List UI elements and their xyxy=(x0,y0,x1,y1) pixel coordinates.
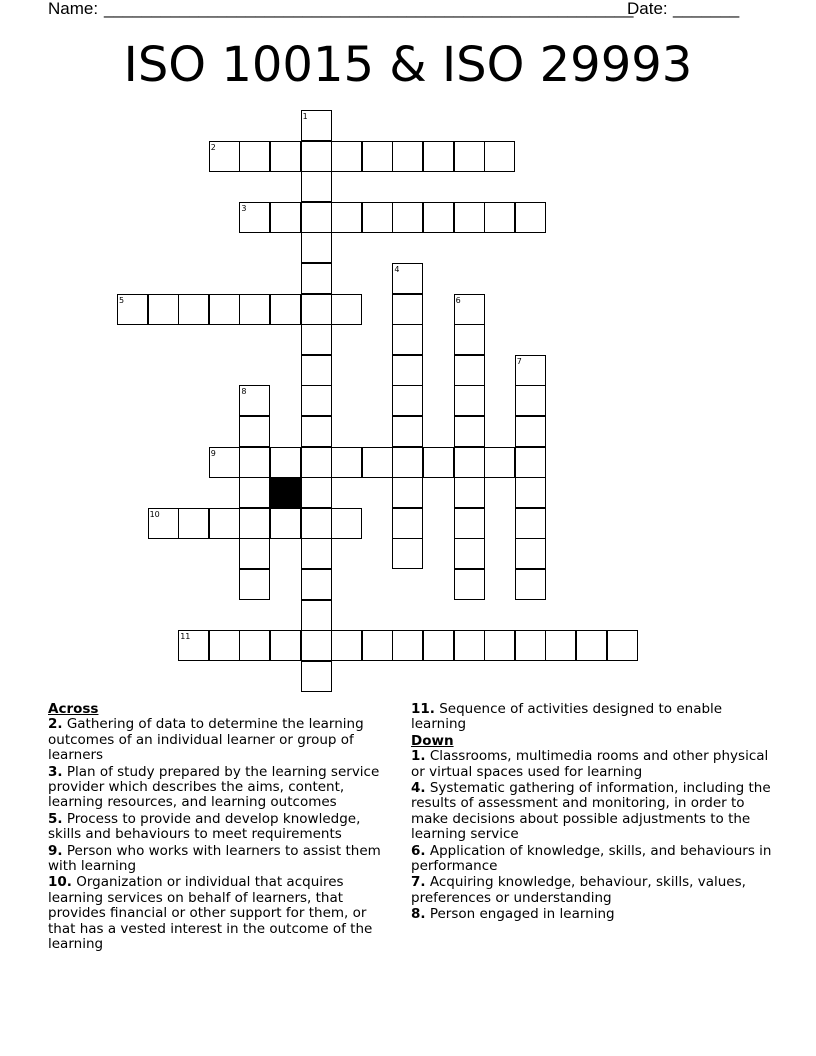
grid-cell[interactable] xyxy=(454,202,485,233)
grid-cell[interactable] xyxy=(239,141,270,172)
grid-cell[interactable] xyxy=(392,324,423,355)
grid-cell[interactable] xyxy=(423,202,454,233)
clue-number-label: 11 xyxy=(180,632,191,642)
grid-cell[interactable] xyxy=(423,141,454,172)
grid-cell[interactable] xyxy=(301,508,332,539)
grid-cell[interactable] xyxy=(301,355,332,386)
clue-number: 7. xyxy=(411,874,426,891)
grid-cell[interactable] xyxy=(392,630,423,661)
grid-cell[interactable] xyxy=(301,141,332,172)
grid-cell[interactable] xyxy=(392,385,423,416)
grid-cell[interactable] xyxy=(331,202,362,233)
clues-column-right xyxy=(411,702,773,924)
down-heading: Down xyxy=(411,732,454,749)
grid-cell[interactable] xyxy=(392,447,423,478)
grid-cell[interactable] xyxy=(301,447,332,478)
grid-cell[interactable] xyxy=(362,630,393,661)
grid-cell[interactable] xyxy=(301,569,332,600)
grid-cell[interactable] xyxy=(239,294,270,325)
grid-cell[interactable] xyxy=(515,538,546,569)
clue-text: Person who works with learners to assist them with learning xyxy=(48,842,381,875)
grid-cell[interactable] xyxy=(545,630,576,661)
grid-cell[interactable] xyxy=(423,630,454,661)
grid-cell[interactable] xyxy=(454,141,485,172)
page-title: ISO 10015 & ISO 29993 xyxy=(123,37,693,93)
grid-cell[interactable] xyxy=(392,508,423,539)
clue-number-label: 8 xyxy=(241,387,247,397)
clues-column-left xyxy=(48,702,396,954)
grid-cell[interactable] xyxy=(454,324,485,355)
grid-cell[interactable] xyxy=(484,141,515,172)
grid-cell[interactable] xyxy=(301,600,332,631)
clue-text: Process to provide and develop knowledge, skills and behaviours to meet requirements xyxy=(48,810,361,843)
clue-text: Classrooms, multimedia rooms and other physical or virtual spaces used for learning xyxy=(411,748,769,780)
across-heading: Across xyxy=(48,701,99,717)
grid-cell[interactable] xyxy=(515,508,546,539)
clue-text: Organization or individual that acquires learning services on behalf of learners, that provides financial or other support for them, or that has a vested interest in the outcome of the learning xyxy=(48,874,373,953)
grid-cell[interactable] xyxy=(239,416,270,447)
grid-cell[interactable] xyxy=(454,477,485,508)
clue-down-4 xyxy=(411,781,773,843)
grid-cell[interactable] xyxy=(301,661,332,692)
clue-text: Application of knowledge, skills, and behaviours in performance xyxy=(411,842,772,875)
grid-cell[interactable] xyxy=(270,141,301,172)
grid-cell[interactable] xyxy=(454,630,485,661)
clue-text: Person engaged in learning xyxy=(429,906,615,923)
grid-cell[interactable] xyxy=(576,630,607,661)
grid-cell[interactable] xyxy=(301,385,332,416)
clue-across-11 xyxy=(411,702,773,733)
grid-cell[interactable] xyxy=(392,416,423,447)
grid-cell[interactable] xyxy=(392,202,423,233)
grid-cell[interactable] xyxy=(515,416,546,447)
clue-number: 3. xyxy=(48,763,63,780)
grid-cell[interactable] xyxy=(454,447,485,478)
grid-cell[interactable] xyxy=(515,202,546,233)
grid-cell[interactable] xyxy=(209,630,240,661)
grid-cell[interactable] xyxy=(301,538,332,569)
grid-cell[interactable] xyxy=(392,294,423,325)
date-line[interactable]: _______ xyxy=(673,0,740,18)
grid-cell[interactable] xyxy=(454,355,485,386)
grid-cell[interactable] xyxy=(301,171,332,202)
clue-text: Systematic gathering of information, including the results of assessment and monitoring, in order to make decisions about possible adjustments to the learning service xyxy=(411,780,771,843)
clue-text: Sequence of activities designed to enable learning xyxy=(411,701,723,733)
grid-cell[interactable] xyxy=(301,232,332,263)
clue-number: 5. xyxy=(48,810,63,827)
name-line[interactable]: ________________________________________________________ xyxy=(104,0,634,18)
grid-cell[interactable] xyxy=(209,294,240,325)
grid-cell[interactable] xyxy=(423,447,454,478)
grid-cell[interactable] xyxy=(362,447,393,478)
grid-cell[interactable] xyxy=(239,447,270,478)
grid-cell[interactable] xyxy=(239,630,270,661)
clue-text: Acquiring knowledge, behaviour, skills, values, preferences or understanding xyxy=(411,874,746,906)
grid-cell[interactable] xyxy=(270,294,301,325)
grid-cell[interactable] xyxy=(301,416,332,447)
grid-cell[interactable] xyxy=(301,324,332,355)
grid-cell[interactable] xyxy=(454,416,485,447)
clue-across-5 xyxy=(48,812,396,843)
clue-across-9 xyxy=(48,844,396,875)
grid-cell[interactable] xyxy=(484,202,515,233)
grid-cell[interactable] xyxy=(392,355,423,386)
clue-number-label: 9 xyxy=(210,448,216,458)
grid-cell[interactable] xyxy=(515,477,546,508)
clue-number-label: 5 xyxy=(119,295,125,305)
grid-cell[interactable] xyxy=(270,508,301,539)
grid-cell[interactable] xyxy=(362,141,393,172)
date-label: Date: xyxy=(627,0,668,18)
clue-number: 1. xyxy=(411,748,426,765)
grid-cell[interactable] xyxy=(392,141,423,172)
grid-cell[interactable] xyxy=(484,447,515,478)
clue-across-3 xyxy=(48,765,396,811)
grid-cell[interactable] xyxy=(239,569,270,600)
clue-text: Plan of study prepared by the learning service provider which describes the aims, content, learning resources, and learning outcomes xyxy=(48,763,380,811)
grid-cell[interactable] xyxy=(331,508,362,539)
grid-cell[interactable] xyxy=(454,385,485,416)
clue-down-6 xyxy=(411,844,773,875)
grid-cell[interactable] xyxy=(362,202,393,233)
clue-number-label: 2 xyxy=(210,142,216,152)
clue-number-label: 4 xyxy=(394,265,400,274)
grid-cell[interactable] xyxy=(301,294,332,325)
grid-cell[interactable] xyxy=(178,294,209,325)
clue-number-label: 7 xyxy=(516,356,522,366)
grid-cell[interactable] xyxy=(454,538,485,569)
grid-cell[interactable] xyxy=(239,538,270,569)
clue-number: 11. xyxy=(411,701,435,717)
clue-number-label: 1 xyxy=(302,112,308,121)
clue-across-10 xyxy=(48,875,396,952)
clue-number: 9. xyxy=(48,842,63,859)
grid-cell[interactable] xyxy=(301,477,332,508)
grid-cell[interactable] xyxy=(148,294,179,325)
grid-cell[interactable] xyxy=(270,202,301,233)
grid-cell[interactable] xyxy=(270,447,301,478)
grid-cell[interactable] xyxy=(178,508,209,539)
grid-cell[interactable] xyxy=(239,477,270,508)
clue-number-label: 6 xyxy=(455,295,461,305)
grid-cell[interactable] xyxy=(454,508,485,539)
clue-number: 4. xyxy=(411,780,426,797)
clue-number: 10. xyxy=(48,874,72,891)
grid-cell[interactable] xyxy=(607,630,638,661)
grid-cell[interactable] xyxy=(392,477,423,508)
clue-down-1 xyxy=(411,749,773,780)
grid-cell[interactable] xyxy=(515,447,546,478)
clue-number: 8. xyxy=(411,906,426,923)
clue-number-label: 10 xyxy=(149,509,160,519)
black-cell xyxy=(270,477,301,508)
clue-number: 2. xyxy=(48,716,63,733)
clue-across-2 xyxy=(48,717,396,763)
grid-cell[interactable] xyxy=(515,630,546,661)
grid-cell[interactable] xyxy=(301,202,332,233)
grid-cell[interactable] xyxy=(515,569,546,600)
name-label: Name: xyxy=(48,0,99,18)
clue-number-label: 3 xyxy=(241,203,247,213)
grid-cell[interactable] xyxy=(484,630,515,661)
grid-cell[interactable] xyxy=(454,569,485,600)
grid-cell[interactable] xyxy=(239,508,270,539)
grid-cell[interactable] xyxy=(331,141,362,172)
grid-cell[interactable] xyxy=(301,630,332,661)
grid-cell[interactable] xyxy=(270,630,301,661)
grid-cell[interactable] xyxy=(392,538,423,569)
clue-down-7 xyxy=(411,875,773,906)
clue-text: Gathering of data to determine the learning outcomes of an individual learner or group of learners xyxy=(48,716,364,764)
grid-cell[interactable] xyxy=(331,630,362,661)
clue-down-8 xyxy=(411,907,773,922)
clue-number: 6. xyxy=(411,842,426,859)
grid-cell[interactable] xyxy=(331,294,362,325)
grid-cell[interactable] xyxy=(301,263,332,294)
grid-cell[interactable] xyxy=(331,447,362,478)
grid-cell[interactable] xyxy=(209,508,240,539)
grid-cell[interactable] xyxy=(515,385,546,416)
